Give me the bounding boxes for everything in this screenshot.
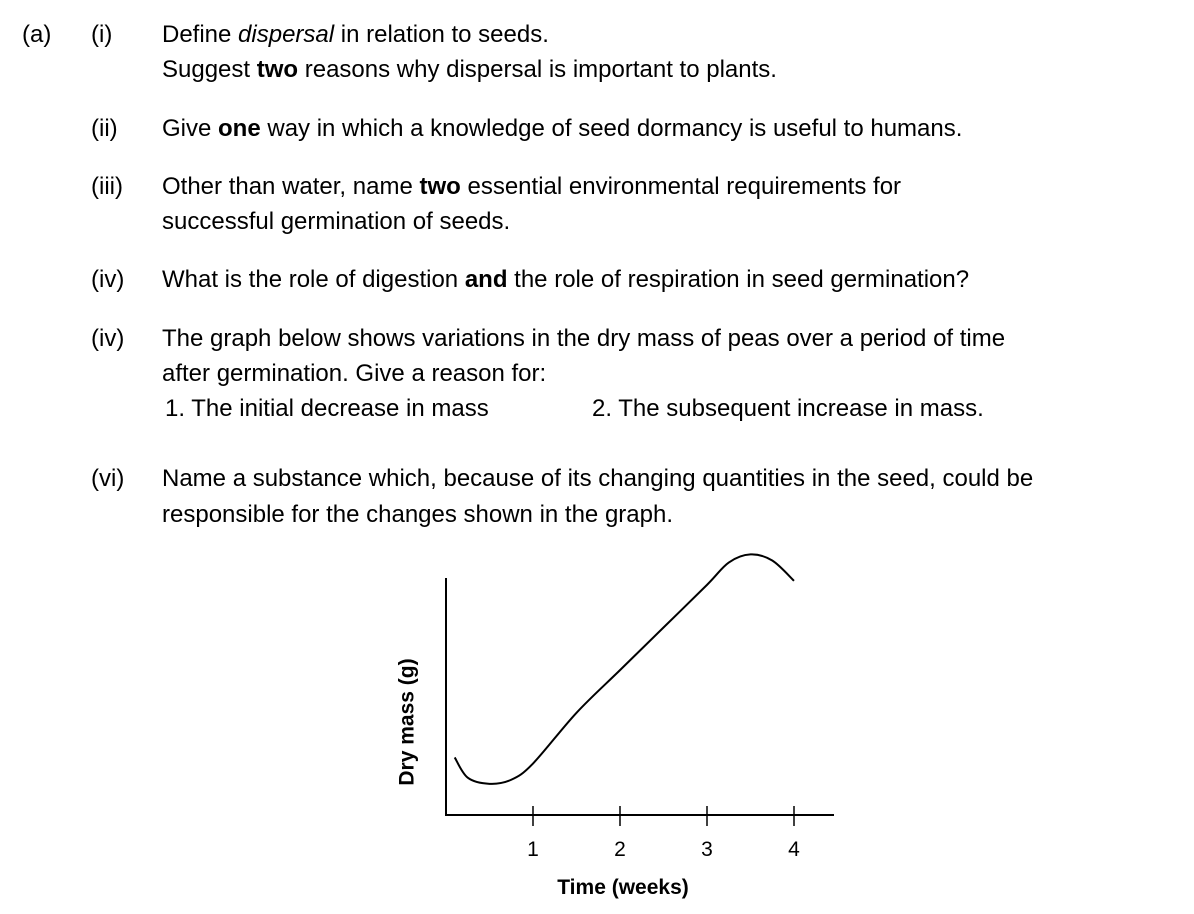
series-line-dry-mass — [455, 554, 794, 783]
emphasis-text: dispersal — [238, 21, 335, 48]
item-vi-line2: responsible for the changes shown in the graph. — [162, 501, 673, 528]
y-axis-label: Dry mass (g) — [395, 658, 419, 786]
item-iv-b-line1: The graph below shows variations in the dry mass of peas over a period of time — [162, 325, 1006, 352]
bold-text: one — [218, 115, 261, 142]
part-label: (a) — [22, 21, 52, 48]
item-number-iv-a: (iv) — [91, 266, 125, 293]
text-span: way in which a knowledge of seed dormancy is useful to humans. — [260, 115, 963, 142]
bold-text: two — [256, 56, 299, 83]
x-tick-label: 3 — [701, 838, 713, 861]
item-number-vi: (vi) — [91, 465, 125, 492]
text-span: Other than water, name — [162, 173, 420, 200]
text-span: Give — [162, 115, 219, 142]
item-number-iii: (iii) — [91, 173, 123, 200]
x-tick-label: 2 — [614, 838, 626, 861]
x-tick-label: 1 — [527, 838, 539, 861]
item-number-ii: (ii) — [91, 115, 118, 142]
text-span: the role of respiration in seed germination? — [507, 266, 970, 293]
item-number-iv-b: (iv) — [91, 325, 125, 352]
item-iv-b-line2: after germination. Give a reason for: — [162, 360, 547, 387]
item-iii-line2: successful germination of seeds. — [162, 208, 511, 235]
text-span: reasons why dispersal is important to plants. — [298, 56, 777, 83]
text-span: essential environmental requirements for — [460, 173, 902, 200]
item-number-i: (i) — [91, 21, 113, 48]
item-iv-b-reason2: 2. The subsequent increase in mass. — [592, 395, 984, 422]
x-tick-label: 4 — [788, 838, 800, 861]
item-vi-line1: Name a substance which, because of its changing quantities in the seed, could be — [162, 465, 1034, 492]
text-span: What is the role of digestion — [162, 266, 465, 293]
x-axis-label: Time (weeks) — [557, 876, 689, 899]
text-span: in relation to seeds. — [334, 21, 549, 48]
item-iv-b-reason1: 1. The initial decrease in mass — [165, 395, 489, 422]
text-span: Define — [162, 21, 239, 48]
text-span: Suggest — [162, 56, 257, 83]
bold-text: two — [419, 173, 461, 200]
bold-text: and — [464, 266, 508, 293]
